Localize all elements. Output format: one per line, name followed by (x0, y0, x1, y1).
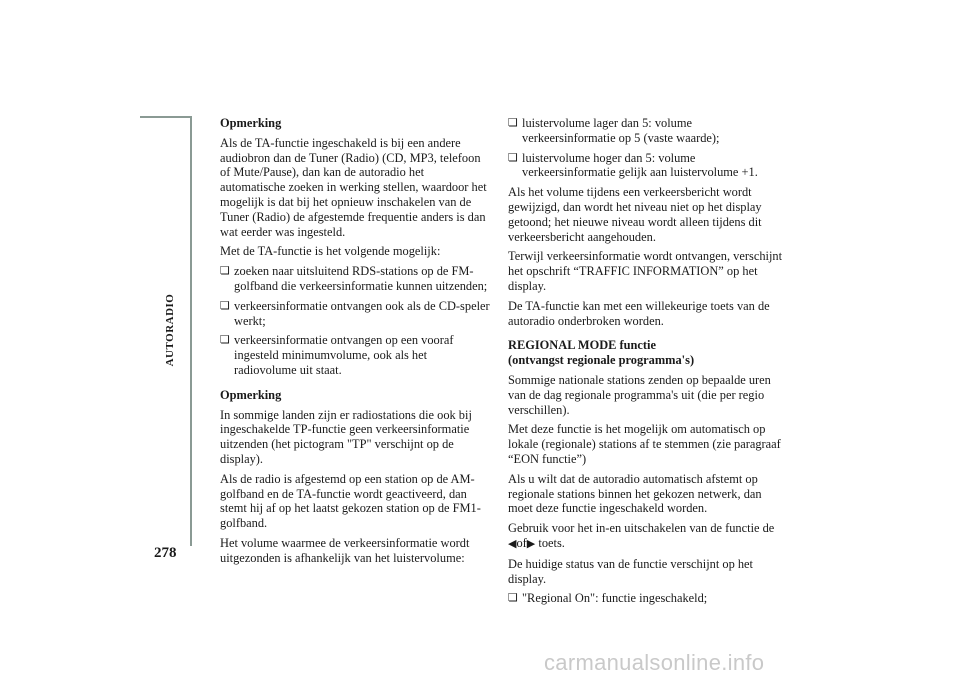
paragraph: Sommige nationale stations zenden op bepaalde uren van de dag regionale programma's uit (die per regio verschillen). (508, 372, 771, 417)
margin-top-rule (140, 116, 192, 118)
section-heading (508, 338, 783, 368)
paragraph: Als de radio is afgestemd op een station op de AM-golfband en de TA-functie wordt geactiveerd, dan stemt hij af op het laatst gekozen station op de FM1-golfband. (220, 471, 481, 531)
instruction-text: Gebruik voor het in-en uitschakelen van de functie de (508, 521, 775, 536)
right-column (508, 116, 783, 611)
bullet-item: ❏ verkeersinformatie ontvangen op een vooraf ingesteld minimumvolume, ook als het radiovolume uit staat. (220, 333, 492, 377)
bullet-item: ❏ luistervolume hoger dan 5: volume verkeersinformatie gelijk aan luistervolume +1. (508, 151, 783, 181)
paragraph: Terwijl verkeersinformatie wordt ontvangen, verschijnt het opschrift “TRAFFIC INFORMATION” op het display. (508, 249, 783, 293)
paragraph: Als de TA-functie ingeschakeld is bij een andere audiobron dan de Tuner (Radio) (CD, MP3, telefoon of Mute/Pause), dan kan de autoradio het automatische zoeken in werking stellen, waardoor het mogelijk is dat bij het opnieuw inschakelen van de Tuner (Radio) de afgestemde frequentie anders is dan wat eerder was ingesteld. (220, 135, 487, 239)
watermark: carmanualsonline.info (544, 650, 765, 675)
arrow-left-icon: ◀ (508, 536, 517, 550)
bullet-item: ❏ zoeken naar uitsluitend RDS-stations op de FM-golfband die verkeersinformatie kunnen uitzenden; (220, 264, 492, 294)
bullet-item: ❏ luistervolume lager dan 5: volume verkeersinformatie op 5 (vaste waarde); (508, 116, 783, 146)
arrow-right-icon: ▶ (526, 536, 536, 550)
paragraph: De TA-functie kan met een willekeurige toets van de autoradio onderbroken worden. (508, 298, 770, 328)
section-label: AUTORADIO (164, 293, 176, 367)
paragraph: Met de TA-functie is het volgende mogelijk: (220, 244, 441, 259)
paragraph: De huidige status van de functie verschijnt op het display. (508, 556, 753, 586)
paragraph: Het volume waarmee de verkeersinformatie wordt uitgezonden is afhankelijk van het luistervolume: (220, 535, 470, 565)
paragraph: Met deze functie is het mogelijk om automatisch op lokale (regionale) stations af te stemmen (zie paragraaf “EON functie”) (508, 422, 781, 466)
paragraph-toggle-instruction (508, 521, 783, 552)
page-number: 278 (154, 545, 177, 561)
note-heading: Opmerking (220, 387, 282, 402)
bullet-item: ❏ verkeersinformatie ontvangen ook als de CD-speler werkt; (220, 299, 492, 329)
left-column (220, 116, 492, 571)
paragraph: In sommige landen zijn er radiostations die ook bij ingeschakelde TP-functie geen verkeersinformatie uitzenden (het pictogram "TP" verschijnt op de display). (220, 407, 472, 466)
or-text: of (516, 535, 527, 550)
bullet-item: ❏ "Regional On": functie ingeschakeld; (508, 591, 783, 606)
instruction-text-end: toets. (538, 535, 565, 550)
margin-vertical-rule (190, 118, 192, 546)
paragraph: Als het volume tijdens een verkeersbericht wordt gewijzigd, dan wordt het niveau niet op het display getoond; het nieuwe niveau wordt alleen tijdens dit verkeersbericht aangehouden. (508, 185, 762, 244)
note-heading: Opmerking (220, 116, 282, 130)
section-heading-line1: REGIONAL MODE functie (508, 338, 657, 353)
section-heading-line2: (ontvangst regionale programma's) (508, 353, 695, 368)
paragraph: Als u wilt dat de autoradio automatisch afstemt op regionale stations binnen het gekozen netwerk, dan moet deze functie ingeschakeld worden. (508, 471, 762, 516)
